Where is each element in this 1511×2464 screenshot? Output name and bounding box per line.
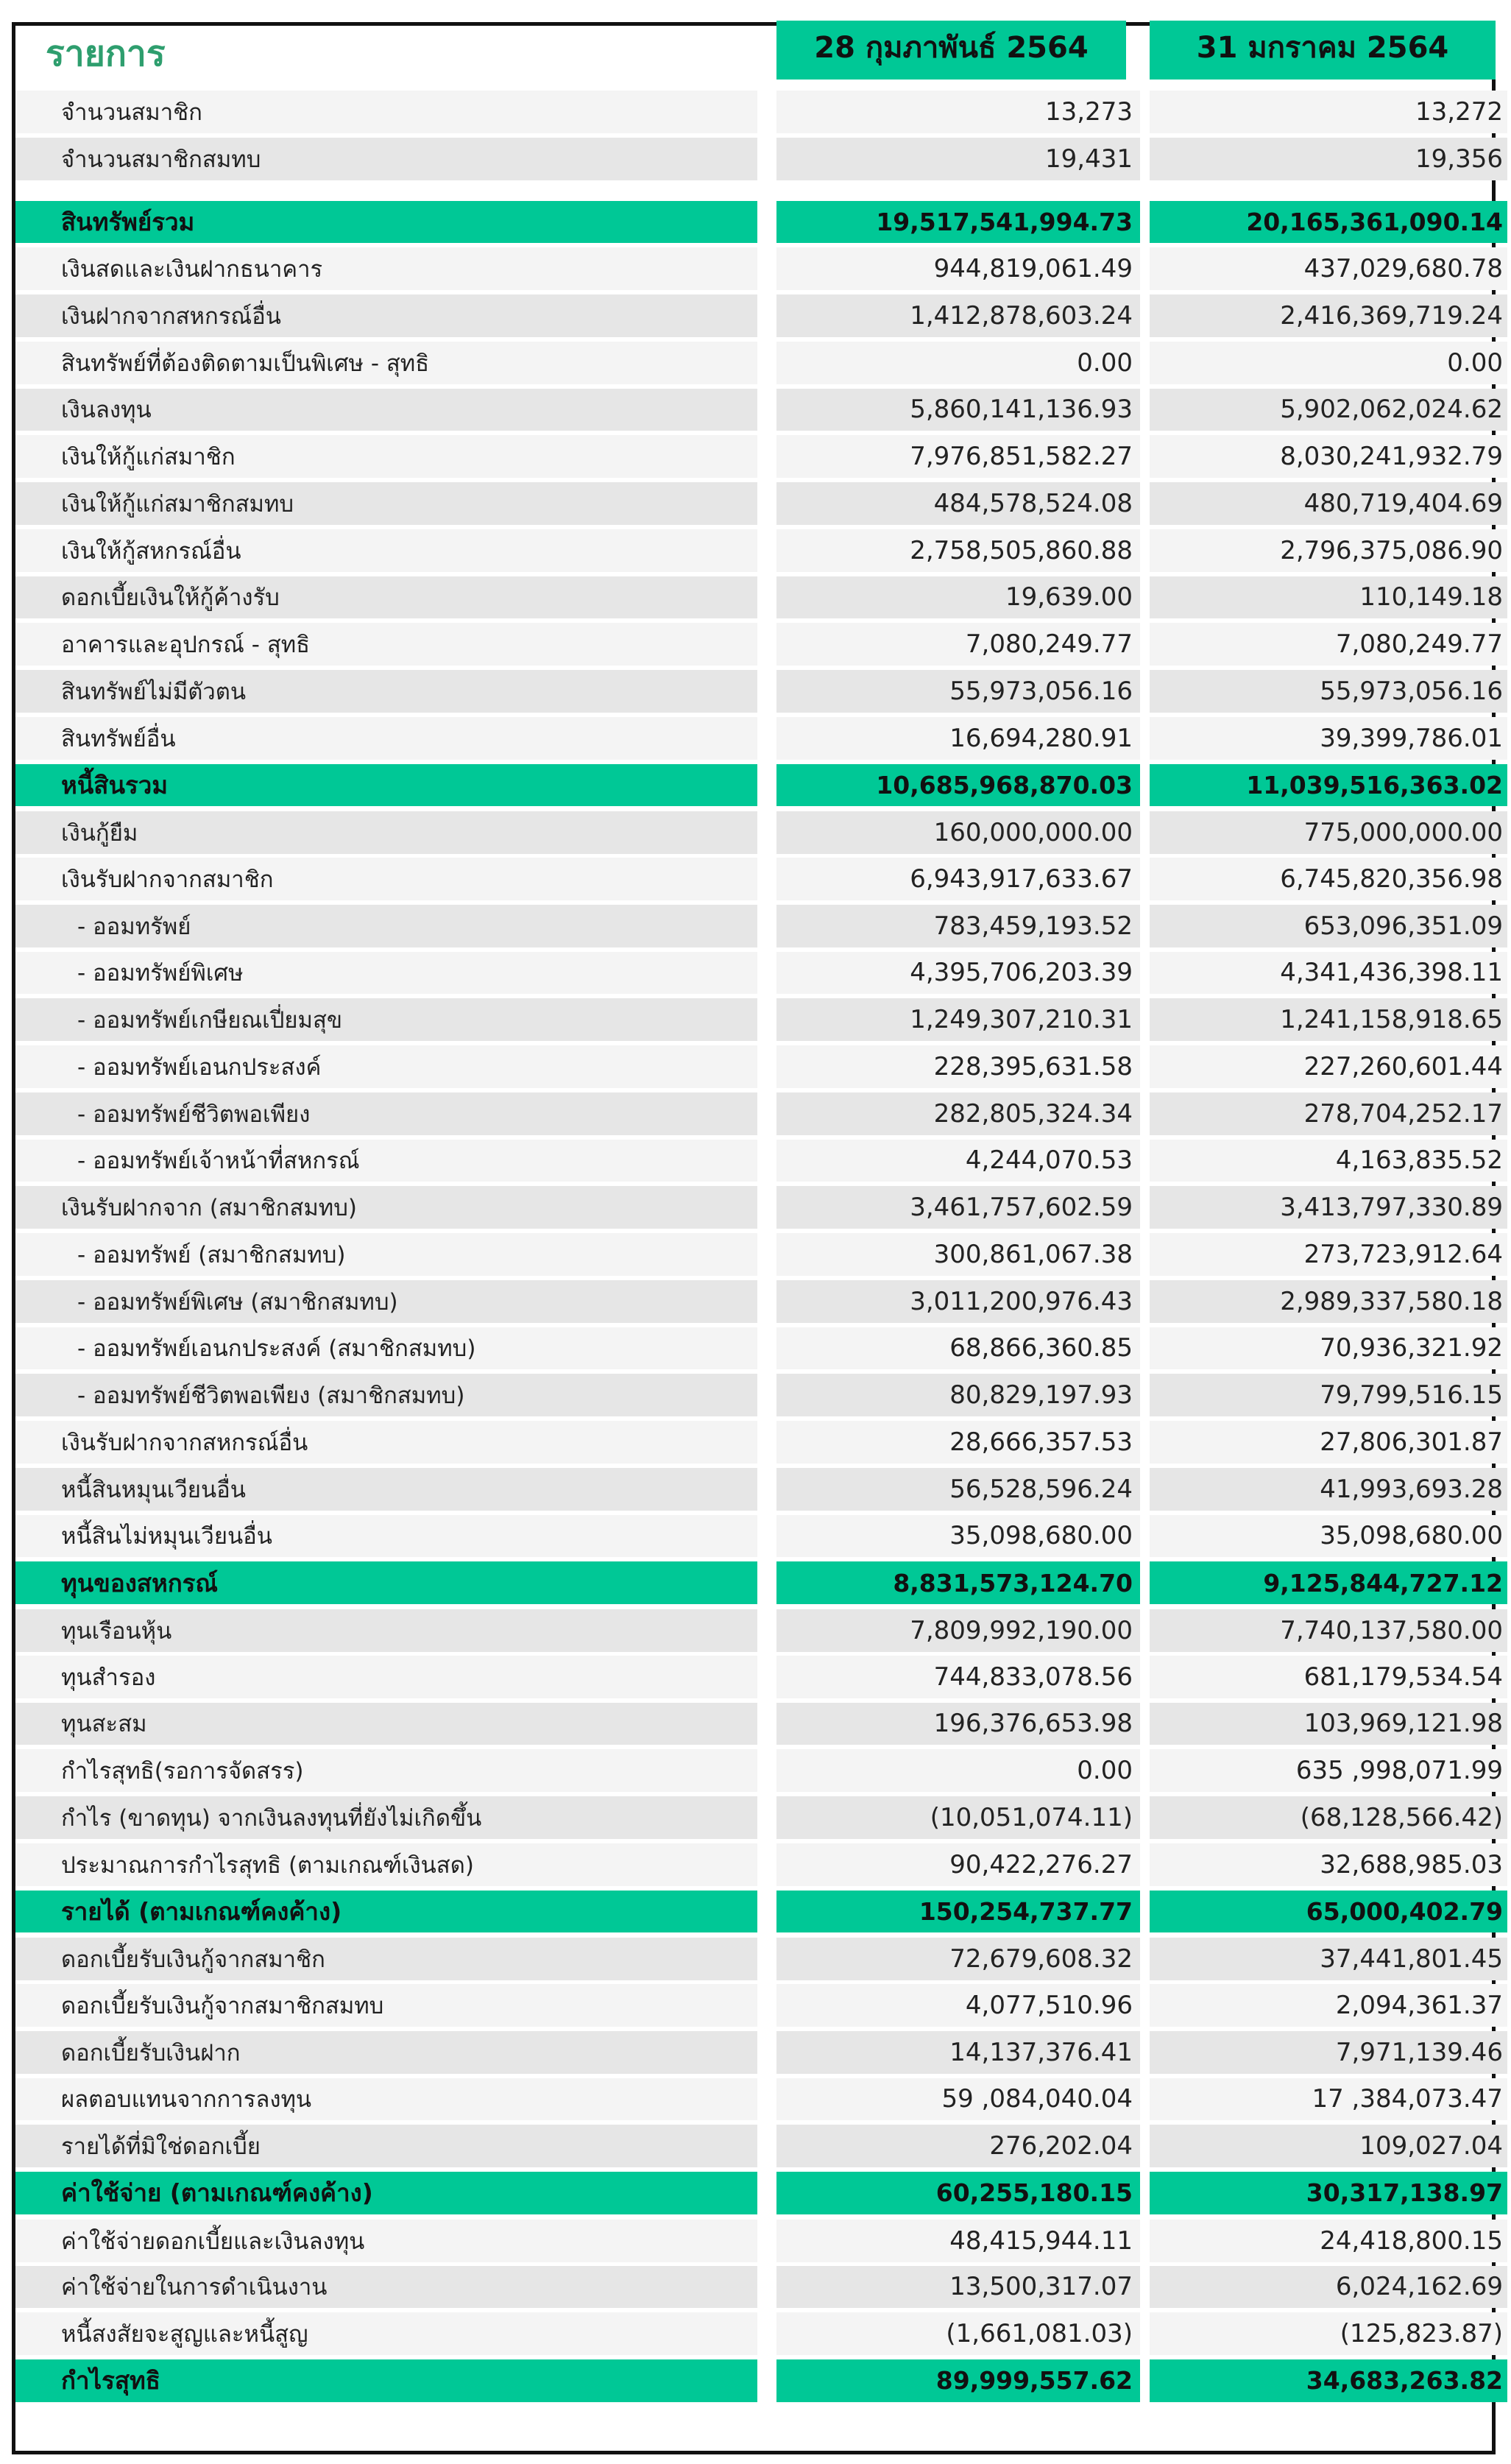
row-label: หนี้สงสัยจะสูญและหนี้สูญ (15, 2312, 757, 2355)
row-value-previous: 278,704,252.17 (1150, 1092, 1507, 1135)
row-value-current: 2,758,505,860.88 (776, 529, 1140, 572)
row-value-current: 944,819,061.49 (776, 247, 1140, 290)
row-label: เงินสดและเงินฝากธนาคาร (15, 247, 757, 290)
row-value-current: 48,415,944.11 (776, 2220, 1140, 2262)
row-value-current: 276,202.04 (776, 2125, 1140, 2167)
table-row (15, 2264, 1503, 2311)
table-row (15, 1043, 1503, 1090)
table-row (15, 480, 1503, 527)
row-value-current: 783,459,193.52 (776, 905, 1140, 947)
row-value-previous: 1,241,158,918.65 (1150, 998, 1507, 1041)
table-row (15, 2122, 1503, 2170)
table-row (15, 1653, 1503, 1701)
table-row (15, 1747, 1503, 1794)
row-value-previous: 11,039,516,363.02 (1150, 764, 1507, 807)
table-row (15, 1137, 1503, 1185)
table-row (15, 808, 1503, 855)
row-label: ผลตอบแทนจากการลงทุน (15, 2078, 757, 2121)
row-value-previous: 3,413,797,330.89 (1150, 1186, 1507, 1229)
table-section-total-row (15, 762, 1503, 809)
row-value-previous: 4,163,835.52 (1150, 1140, 1507, 1182)
row-value-previous: 55,973,056.16 (1150, 670, 1507, 713)
row-label: - ออมทรัพย์เจ้าหน้าที่สหกรณ์ (15, 1140, 757, 1182)
row-label: ทุนสำรอง (15, 1656, 757, 1698)
row-value-current: 90,422,276.27 (776, 1843, 1140, 1886)
row-value-previous: 6,745,820,356.98 (1150, 858, 1507, 900)
row-label: สินทรัพย์ที่ต้องติดตามเป็นพิเศษ - สุทธิ (15, 342, 757, 384)
row-value-previous: 41,993,693.28 (1150, 1468, 1507, 1511)
table-section-total-row (15, 2170, 1503, 2217)
row-value-previous: 8,030,241,932.79 (1150, 435, 1507, 478)
row-label: สินทรัพย์อื่น (15, 717, 757, 760)
row-label: ดอกเบี้ยรับเงินฝาก (15, 2031, 757, 2074)
row-value-previous: 70,936,321.92 (1150, 1327, 1507, 1370)
row-value-current: 68,866,360.85 (776, 1327, 1140, 1370)
row-value-previous: 39,399,786.01 (1150, 717, 1507, 760)
row-value-previous: 109,027.04 (1150, 2125, 1507, 2167)
table-row (15, 903, 1503, 950)
row-value-current: 300,861,067.38 (776, 1233, 1140, 1276)
row-value-current: 1,412,878,603.24 (776, 294, 1140, 337)
row-label: ดอกเบี้ยรับเงินกู้จากสมาชิก (15, 1938, 757, 1980)
row-label: - ออมทรัพย์ชีวิตพอเพียง (สมาชิกสมทบ) (15, 1374, 757, 1416)
row-label: เงินรับฝากจาก (สมาชิกสมทบ) (15, 1186, 757, 1229)
row-value-current: 55,973,056.16 (776, 670, 1140, 713)
table-row (15, 1982, 1503, 2029)
row-value-previous: 37,441,801.45 (1150, 1938, 1507, 1980)
row-label: - ออมทรัพย์เอนกประสงค์ (สมาชิกสมทบ) (15, 1327, 757, 1370)
row-label: ค่าใช้จ่าย (ตามเกณฑ์คงค้าง) (15, 2172, 757, 2214)
row-value-previous: 19,356 (1150, 138, 1507, 180)
row-label: ดอกเบี้ยเงินให้กู้ค้างรับ (15, 576, 757, 619)
table-row (15, 433, 1503, 480)
table-row (15, 1090, 1503, 1137)
row-value-previous: 27,806,301.87 (1150, 1421, 1507, 1464)
table-row (15, 527, 1503, 574)
table-row (15, 855, 1503, 903)
row-value-current: 7,809,992,190.00 (776, 1609, 1140, 1652)
table-row (15, 1935, 1503, 1982)
table-row (15, 292, 1503, 339)
column-header-current-month: 28 กุมภาพันธ์ 2564 (776, 21, 1126, 80)
row-label: - ออมทรัพย์พิเศษ (สมาชิกสมทบ) (15, 1280, 757, 1323)
row-value-previous: 103,969,121.98 (1150, 1703, 1507, 1745)
row-label: กำไรสุทธิ (15, 2359, 757, 2402)
table-row (15, 339, 1503, 386)
row-value-previous: 6,024,162.69 (1150, 2266, 1507, 2309)
table-row (15, 1794, 1503, 1841)
row-value-current: 19,431 (776, 138, 1140, 180)
row-value-current: 0.00 (776, 1749, 1140, 1792)
table-row (15, 1606, 1503, 1653)
table-row (15, 1231, 1503, 1278)
table-row (15, 1466, 1503, 1513)
row-label: สินทรัพย์ไม่มีตัวตน (15, 670, 757, 713)
row-label: อาคารและอุปกรณ์ - สุทธิ (15, 623, 757, 666)
row-value-previous: 24,418,800.15 (1150, 2220, 1507, 2262)
row-value-current: 35,098,680.00 (776, 1515, 1140, 1558)
table-row (15, 996, 1503, 1043)
row-value-current: (1,661,081.03) (776, 2312, 1140, 2355)
row-label: ทุนเรือนหุ้น (15, 1609, 757, 1652)
row-value-previous: 5,902,062,024.62 (1150, 389, 1507, 431)
row-value-previous: 437,029,680.78 (1150, 247, 1507, 290)
row-value-current: 13,500,317.07 (776, 2266, 1140, 2309)
row-value-previous: 20,165,361,090.14 (1150, 201, 1507, 244)
table-row (15, 2217, 1503, 2264)
row-value-previous: 653,096,351.09 (1150, 905, 1507, 947)
row-value-current: 80,829,197.93 (776, 1374, 1140, 1416)
table-row (15, 245, 1503, 292)
row-value-previous: 7,971,139.46 (1150, 2031, 1507, 2074)
row-value-previous: 480,719,404.69 (1150, 482, 1507, 525)
column-header-previous-month: 31 มกราคม 2564 (1150, 21, 1496, 80)
table-row (15, 135, 1503, 183)
row-label: รายได้ที่มิใช่ดอกเบี้ย (15, 2125, 757, 2167)
row-label: ทุนของสหกรณ์ (15, 1561, 757, 1604)
row-value-current: 19,639.00 (776, 576, 1140, 619)
table-row (15, 1701, 1503, 1748)
row-value-current: 150,254,737.77 (776, 1891, 1140, 1933)
row-label: เงินฝากจากสหกรณ์อื่น (15, 294, 757, 337)
row-label: ค่าใช้จ่ายดอกเบี้ยและเงินลงทุน (15, 2220, 757, 2262)
row-value-current: 484,578,524.08 (776, 482, 1140, 525)
row-value-previous: 110,149.18 (1150, 576, 1507, 619)
row-value-previous: 30,317,138.97 (1150, 2172, 1507, 2214)
row-value-previous: (125,823.87) (1150, 2312, 1507, 2355)
row-value-previous: 775,000,000.00 (1150, 811, 1507, 854)
table-section-total-row (15, 199, 1503, 246)
table-row (15, 1184, 1503, 1231)
row-label: หนี้สินไม่หมุนเวียนอื่น (15, 1515, 757, 1558)
table-row (15, 1325, 1503, 1372)
row-value-previous: 13,272 (1150, 91, 1507, 133)
row-label: ประมาณการกำไรสุทธิ (ตามเกณฑ์เงินสด) (15, 1843, 757, 1886)
row-value-current: 13,273 (776, 91, 1140, 133)
row-label: - ออมทรัพย์ชีวิตพอเพียง (15, 1092, 757, 1135)
row-label: เงินรับฝากจากสหกรณ์อื่น (15, 1421, 757, 1464)
row-value-previous: 227,260,601.44 (1150, 1045, 1507, 1088)
row-value-current: 3,461,757,602.59 (776, 1186, 1140, 1229)
table-row (15, 1841, 1503, 1888)
row-value-previous: 2,989,337,580.18 (1150, 1280, 1507, 1323)
row-label: ทุนสะสม (15, 1703, 757, 1745)
row-value-current: 5,860,141,136.93 (776, 389, 1140, 431)
row-value-previous: 35,098,680.00 (1150, 1515, 1507, 1558)
row-value-current: 59 ,084,040.04 (776, 2078, 1140, 2121)
row-value-current: 1,249,307,210.31 (776, 998, 1140, 1041)
row-label: เงินให้กู้แก่สมาชิก (15, 435, 757, 478)
column-header-item: รายการ (46, 33, 166, 74)
row-label: ดอกเบี้ยรับเงินกู้จากสมาชิกสมทบ (15, 1984, 757, 2027)
table-row (15, 668, 1503, 715)
row-value-previous: (68,128,566.42) (1150, 1796, 1507, 1839)
table-row (15, 715, 1503, 762)
row-value-current: 160,000,000.00 (776, 811, 1140, 854)
table-section-total-row (15, 1559, 1503, 1606)
row-label: กำไร (ขาดทุน) จากเงินลงทุนที่ยังไม่เกิดขึ้น (15, 1796, 757, 1839)
row-value-current: 19,517,541,994.73 (776, 201, 1140, 244)
row-value-current: 0.00 (776, 342, 1140, 384)
row-label: เงินให้กู้แก่สมาชิกสมทบ (15, 482, 757, 525)
row-value-current: 72,679,608.32 (776, 1938, 1140, 1980)
table-row (15, 386, 1503, 434)
row-label: รายได้ (ตามเกณฑ์คงค้าง) (15, 1891, 757, 1933)
row-value-previous: 2,416,369,719.24 (1150, 294, 1507, 337)
table-row (15, 1278, 1503, 1325)
row-value-current: 28,666,357.53 (776, 1421, 1140, 1464)
row-value-current: 7,976,851,582.27 (776, 435, 1140, 478)
table-row (15, 2029, 1503, 2076)
row-value-current: 89,999,557.62 (776, 2359, 1140, 2402)
row-value-previous: 34,683,263.82 (1150, 2359, 1507, 2402)
table-spacer (15, 183, 1492, 199)
row-value-current: 744,833,078.56 (776, 1656, 1140, 1698)
row-value-previous: 79,799,516.15 (1150, 1374, 1507, 1416)
table-section-total-row (15, 1888, 1503, 1935)
table-row (15, 2076, 1503, 2123)
table-row (15, 621, 1503, 668)
row-value-previous: 2,796,375,086.90 (1150, 529, 1507, 572)
table-row (15, 950, 1503, 997)
row-label: สินทรัพย์รวม (15, 201, 757, 244)
table-row (15, 88, 1503, 135)
row-value-previous: 32,688,985.03 (1150, 1843, 1507, 1886)
row-value-current: 196,376,653.98 (776, 1703, 1140, 1745)
row-value-previous: 7,740,137,580.00 (1150, 1609, 1507, 1652)
row-label: ค่าใช้จ่ายในการดำเนินงาน (15, 2266, 757, 2309)
table-row (15, 574, 1503, 621)
row-label: หนี้สินรวม (15, 764, 757, 807)
row-value-previous: 7,080,249.77 (1150, 623, 1507, 666)
row-value-current: (10,051,074.11) (776, 1796, 1140, 1839)
financial-table-body (15, 88, 1503, 2404)
row-value-current: 56,528,596.24 (776, 1468, 1140, 1511)
table-row (15, 1419, 1503, 1466)
row-value-current: 8,831,573,124.70 (776, 1561, 1140, 1604)
row-label: - ออมทรัพย์ (สมาชิกสมทบ) (15, 1233, 757, 1276)
row-value-current: 16,694,280.91 (776, 717, 1140, 760)
row-label: จำนวนสมาชิก (15, 91, 757, 133)
row-label: - ออมทรัพย์เอนกประสงค์ (15, 1045, 757, 1088)
row-value-previous: 9,125,844,727.12 (1150, 1561, 1507, 1604)
table-row (15, 2310, 1503, 2357)
row-value-current: 7,080,249.77 (776, 623, 1140, 666)
row-value-previous: 0.00 (1150, 342, 1507, 384)
row-label: เงินลงทุน (15, 389, 757, 431)
row-value-current: 4,077,510.96 (776, 1984, 1140, 2027)
row-value-current: 14,137,376.41 (776, 2031, 1140, 2074)
row-label: เงินกู้ยืม (15, 811, 757, 854)
table-row (15, 1372, 1503, 1419)
row-label: - ออมทรัพย์พิเศษ (15, 952, 757, 995)
table-section-total-row (15, 2357, 1503, 2404)
row-label: - ออมทรัพย์เกษียณเปี่ยมสุข (15, 998, 757, 1041)
row-value-previous: 635 ,998,071.99 (1150, 1749, 1507, 1792)
row-label: หนี้สินหมุนเวียนอื่น (15, 1468, 757, 1511)
row-value-previous: 4,341,436,398.11 (1150, 952, 1507, 995)
row-value-current: 282,805,324.34 (776, 1092, 1140, 1135)
row-value-current: 60,255,180.15 (776, 2172, 1140, 2214)
row-value-current: 6,943,917,633.67 (776, 858, 1140, 900)
row-value-current: 3,011,200,976.43 (776, 1280, 1140, 1323)
row-value-previous: 65,000,402.79 (1150, 1891, 1507, 1933)
row-label: จำนวนสมาชิกสมทบ (15, 138, 757, 180)
row-value-previous: 681,179,534.54 (1150, 1656, 1507, 1698)
row-value-current: 4,395,706,203.39 (776, 952, 1140, 995)
row-label: เงินรับฝากจากสมาชิก (15, 858, 757, 900)
row-value-previous: 17 ,384,073.47 (1150, 2078, 1507, 2121)
row-value-previous: 2,094,361.37 (1150, 1984, 1507, 2027)
row-value-current: 10,685,968,870.03 (776, 764, 1140, 807)
table-row (15, 1513, 1503, 1560)
row-value-current: 4,244,070.53 (776, 1140, 1140, 1182)
row-value-previous: 273,723,912.64 (1150, 1233, 1507, 1276)
row-label: เงินให้กู้สหกรณ์อื่น (15, 529, 757, 572)
row-value-current: 228,395,631.58 (776, 1045, 1140, 1088)
row-label: - ออมทรัพย์ (15, 905, 757, 947)
row-label: กำไรสุทธิ(รอการจัดสรร) (15, 1749, 757, 1792)
